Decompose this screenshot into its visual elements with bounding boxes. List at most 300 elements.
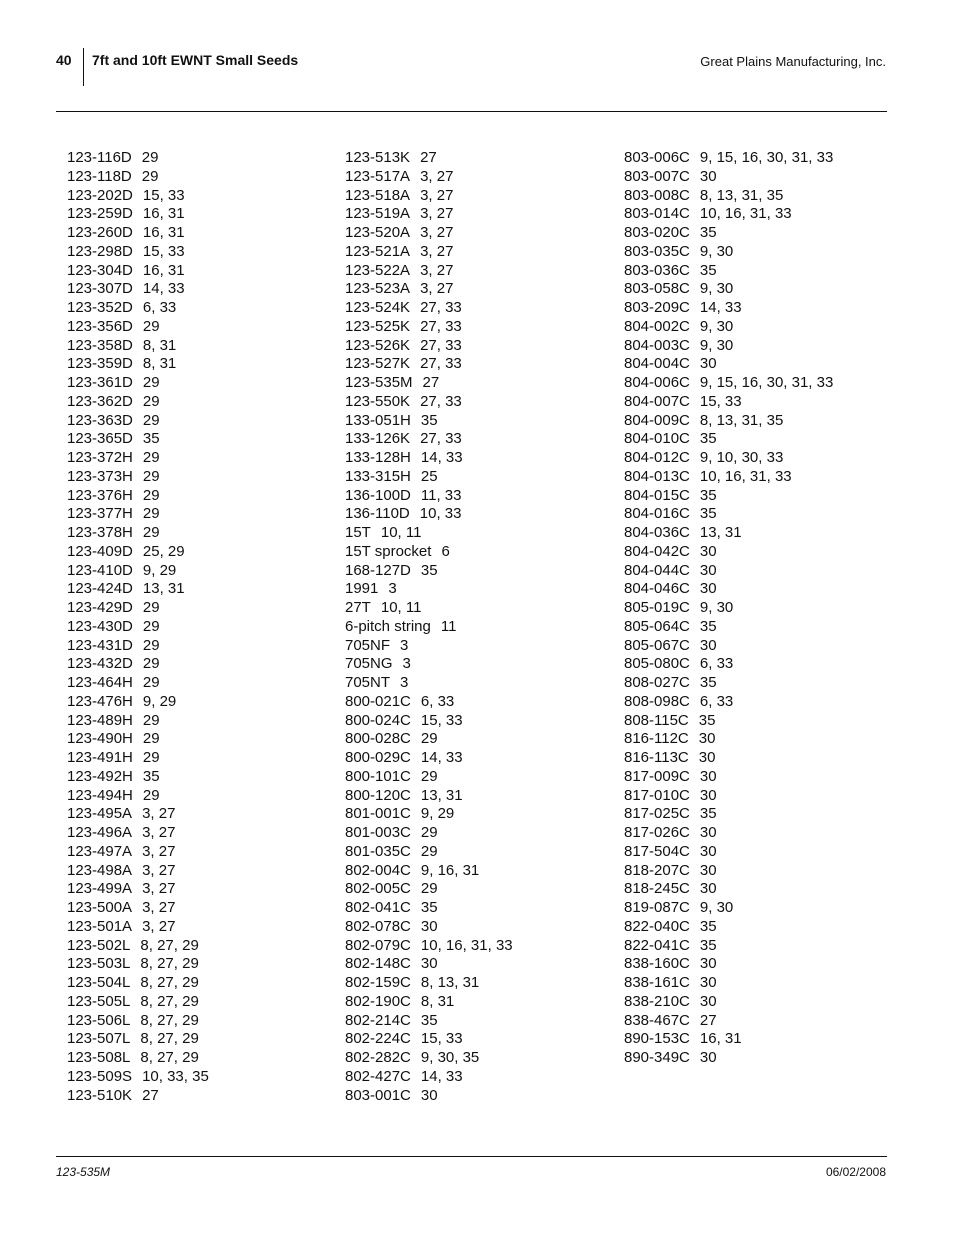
footer-date: 06/02/2008	[825, 1165, 886, 1179]
part-number: 123-503L	[67, 955, 131, 973]
page-references: 6, 33	[699, 655, 734, 673]
index-entry	[67, 149, 327, 168]
page-references: 35	[699, 936, 717, 954]
index-entry	[345, 449, 605, 468]
index-entry	[345, 280, 605, 299]
index-entry	[67, 693, 327, 712]
index-entry	[345, 862, 605, 881]
part-number: 123-494H	[67, 786, 133, 804]
index-entry	[67, 543, 327, 562]
part-number: 802-224C	[345, 1030, 411, 1048]
page-references: 35	[698, 711, 716, 729]
page-references: 30	[699, 561, 717, 579]
index-entry	[345, 637, 605, 656]
part-number: 123-502L	[67, 936, 131, 954]
index-entry	[67, 355, 327, 374]
index-entry	[67, 993, 327, 1012]
part-number: 123-373H	[67, 467, 133, 485]
header-rule	[56, 111, 887, 112]
page-references: 11, 33	[420, 486, 462, 504]
page-references: 3	[400, 636, 409, 654]
page-references: 30	[698, 749, 716, 766]
page-references: 29	[420, 730, 438, 748]
part-number: 805-019C	[624, 599, 690, 616]
index-entry	[624, 843, 884, 862]
part-number: 808-098C	[624, 692, 690, 710]
part-number: 136-100D	[345, 486, 411, 504]
page-references: 11	[440, 617, 457, 635]
page-references: 6	[441, 542, 450, 560]
page-references: 8, 27, 29	[140, 1049, 199, 1066]
part-number: 123-359D	[67, 355, 133, 373]
part-number: 804-042C	[624, 542, 690, 560]
index-entry	[624, 1012, 884, 1031]
index-entry	[67, 918, 327, 937]
page-references: 29	[142, 730, 160, 748]
part-number: 802-282C	[345, 1049, 411, 1066]
index-entry	[67, 1087, 327, 1106]
index-entry	[67, 730, 327, 749]
part-number: 822-041C	[624, 936, 690, 954]
part-number: 123-524K	[345, 299, 411, 316]
part-number: 123-522A	[345, 261, 411, 279]
part-number: 804-036C	[624, 524, 690, 541]
page-references: 29	[142, 749, 160, 766]
part-number: 802-079C	[345, 936, 411, 954]
part-number: 803-014C	[624, 205, 690, 223]
index-entry	[345, 393, 605, 412]
index-entry	[345, 168, 605, 187]
part-number: 804-015C	[624, 486, 690, 504]
index-entry	[345, 1087, 605, 1106]
page-references: 10, 16, 31, 33	[699, 205, 792, 223]
index-entry	[67, 655, 327, 674]
index-entry	[67, 1030, 327, 1049]
part-number: 803-058C	[624, 280, 690, 298]
page-references: 29	[142, 449, 160, 466]
page-references: 27, 33	[420, 430, 462, 448]
page-references: 30	[699, 786, 717, 804]
page-references: 8, 27, 29	[140, 1030, 199, 1048]
footer-rule	[56, 1156, 887, 1157]
part-number: 123-496A	[67, 824, 133, 841]
page-references: 9, 30, 35	[420, 1049, 480, 1066]
index-entry	[67, 205, 327, 224]
page-references: 35	[420, 1011, 438, 1029]
part-number: 133-051H	[345, 411, 411, 429]
page-references: 29	[142, 617, 160, 635]
part-number: 818-207C	[624, 861, 690, 879]
page-references: 8, 13, 31, 35	[699, 186, 784, 204]
page-references: 10, 33, 35	[142, 1067, 209, 1085]
index-entry	[345, 412, 605, 431]
part-number: 800-028C	[345, 730, 411, 748]
index-entry	[624, 730, 884, 749]
part-number: 123-409D	[67, 542, 133, 560]
index-entry	[624, 430, 884, 449]
part-number: 123-377H	[67, 505, 133, 523]
page-references: 3	[402, 655, 411, 673]
index-entry	[345, 693, 605, 712]
index-entry	[624, 955, 884, 974]
page-references: 15, 33	[142, 186, 185, 204]
page-references: 27, 33	[420, 317, 462, 335]
part-number: 802-190C	[345, 992, 411, 1010]
part-number: 123-365D	[67, 430, 133, 448]
page-references: 30	[699, 167, 717, 185]
index-entry	[624, 562, 884, 581]
part-number: 816-112C	[624, 730, 689, 748]
part-number: 123-490H	[67, 730, 133, 748]
page-references: 9, 30	[699, 280, 734, 298]
part-number: 803-006C	[624, 149, 690, 166]
page-references: 30	[699, 1049, 717, 1066]
page-references: 30	[699, 767, 717, 785]
page-references: 29	[142, 317, 160, 335]
index-entry	[67, 637, 327, 656]
part-number: 804-006C	[624, 374, 690, 391]
part-number: 123-508L	[67, 1049, 131, 1066]
part-number: 817-026C	[624, 824, 690, 841]
part-number: 808-115C	[624, 711, 689, 729]
page-references: 35	[142, 767, 160, 785]
part-number: 123-527K	[345, 355, 411, 373]
index-entry	[345, 505, 605, 524]
index-entry	[345, 224, 605, 243]
index-entry	[345, 1049, 605, 1068]
page-references: 30	[699, 992, 717, 1010]
index-entry	[624, 280, 884, 299]
part-number: 800-024C	[345, 711, 411, 729]
part-number: 123-535M	[345, 374, 413, 391]
index-entry	[67, 187, 327, 206]
company-name: Great Plains Manufacturing, Inc.	[700, 54, 886, 69]
part-number: 800-021C	[345, 692, 411, 710]
page-references: 15, 33	[420, 711, 463, 729]
page-references: 30	[699, 842, 717, 860]
part-number: 890-153C	[624, 1030, 690, 1048]
page-references: 16, 31	[142, 205, 185, 223]
page-references: 9, 10, 30, 33	[699, 449, 784, 466]
page-references: 27, 33	[420, 355, 462, 373]
part-number: 802-005C	[345, 880, 411, 898]
index-column-2	[345, 149, 605, 1105]
page-references: 8, 27, 29	[140, 992, 199, 1010]
page-references: 30	[420, 917, 438, 935]
page-references: 29	[142, 411, 160, 429]
page-references: 14, 33	[142, 280, 185, 298]
index-entry	[67, 430, 327, 449]
index-entry	[67, 974, 327, 993]
index-entry	[624, 674, 884, 693]
part-number: 705NT	[345, 674, 391, 691]
page-references: 10, 33	[419, 505, 462, 523]
index-entry	[345, 918, 605, 937]
part-number: 805-067C	[624, 636, 690, 654]
index-entry	[67, 1012, 327, 1031]
part-number: 123-260D	[67, 224, 133, 241]
index-entry	[624, 299, 884, 318]
index-entry	[624, 337, 884, 356]
index-entry	[345, 993, 605, 1012]
page-references: 8, 31	[142, 336, 177, 354]
index-entry	[345, 749, 605, 768]
part-number: 802-427C	[345, 1067, 411, 1085]
index-entry	[624, 899, 884, 918]
page-references: 25	[420, 467, 438, 485]
index-entry	[67, 580, 327, 599]
part-number: 803-001C	[345, 1086, 411, 1104]
index-entry	[67, 1049, 327, 1068]
part-number: 123-118D	[67, 167, 132, 185]
index-entry	[624, 412, 884, 431]
page-references: 3	[388, 580, 397, 598]
page-references: 27	[699, 1011, 717, 1029]
part-number: 6-pitch string	[345, 617, 431, 635]
page-references: 3, 27	[142, 824, 176, 841]
part-number: 123-430D	[67, 617, 133, 635]
page-references: 35	[420, 411, 438, 429]
index-entry	[67, 599, 327, 618]
part-number: 804-002C	[624, 317, 690, 335]
page-references: 35	[699, 505, 717, 523]
index-entry	[624, 243, 884, 262]
index-entry	[345, 355, 605, 374]
index-entry	[345, 1030, 605, 1049]
page-references: 9, 30	[699, 899, 734, 916]
index-entry	[624, 487, 884, 506]
page-references: 27, 33	[420, 299, 462, 316]
index-entry	[67, 524, 327, 543]
part-number: 123-492H	[67, 767, 133, 785]
page-references: 3	[400, 674, 409, 691]
part-number: 123-202D	[67, 186, 133, 204]
index-entry	[624, 993, 884, 1012]
index-entry	[624, 1030, 884, 1049]
page-references: 27	[420, 149, 437, 166]
part-number: 123-497A	[67, 842, 133, 860]
index-entry	[624, 318, 884, 337]
part-number: 817-009C	[624, 767, 690, 785]
index-entry	[624, 355, 884, 374]
page-references: 27	[422, 374, 440, 391]
index-entry	[624, 449, 884, 468]
index-entry	[67, 787, 327, 806]
index-entry	[624, 637, 884, 656]
index-entry	[345, 899, 605, 918]
page-references: 30	[699, 824, 717, 841]
index-entry	[67, 1068, 327, 1087]
page-references: 3, 27	[142, 917, 176, 935]
index-entry	[624, 1049, 884, 1068]
part-number: 804-009C	[624, 411, 690, 429]
part-number: 805-064C	[624, 617, 690, 635]
part-number: 123-431D	[67, 636, 133, 654]
index-entry	[624, 937, 884, 956]
part-number: 838-467C	[624, 1011, 690, 1029]
index-entry	[67, 937, 327, 956]
index-entry	[67, 899, 327, 918]
part-number: 705NF	[345, 636, 391, 654]
page-references: 29	[420, 842, 438, 860]
page-references: 13, 31	[420, 786, 463, 804]
page-references: 16, 31	[142, 261, 185, 279]
page-references: 29	[142, 674, 160, 691]
index-entry	[67, 468, 327, 487]
document-title: 7ft and 10ft EWNT Small Seeds	[92, 52, 299, 68]
part-number: 123-410D	[67, 561, 133, 579]
part-number: 123-362D	[67, 392, 133, 410]
index-entry	[624, 543, 884, 562]
page-references: 8, 27, 29	[140, 1011, 199, 1029]
part-number: 804-013C	[624, 467, 690, 485]
part-number: 123-517A	[345, 167, 411, 185]
index-entry	[624, 262, 884, 281]
page-references: 30	[699, 861, 717, 879]
page-references: 29	[142, 711, 160, 729]
part-number: 123-509S	[67, 1067, 133, 1085]
part-number: 817-025C	[624, 805, 690, 823]
page-references: 30	[420, 1086, 438, 1104]
part-number: 123-498A	[67, 861, 133, 879]
part-number: 123-504L	[67, 974, 131, 991]
part-number: 802-148C	[345, 955, 411, 973]
index-entry	[345, 712, 605, 731]
page-references: 13, 31	[699, 524, 742, 541]
part-number: 27T	[345, 599, 371, 616]
page-references: 10, 16, 31, 33	[420, 936, 513, 954]
part-number: 123-510K	[67, 1086, 133, 1104]
page-references: 27, 33	[420, 336, 462, 354]
index-entry	[345, 580, 605, 599]
index-entry	[624, 862, 884, 881]
part-number: 123-432D	[67, 655, 133, 673]
page-references: 9, 30	[699, 336, 734, 354]
part-number: 822-040C	[624, 917, 690, 935]
page-number: 40	[56, 52, 72, 68]
index-entry	[67, 449, 327, 468]
part-number: 123-363D	[67, 411, 133, 429]
part-number: 123-429D	[67, 599, 133, 616]
index-entry	[67, 280, 327, 299]
part-number: 800-029C	[345, 749, 411, 766]
page-references: 30	[420, 955, 438, 973]
page-references: 35	[699, 917, 717, 935]
part-number: 123-495A	[67, 805, 133, 823]
index-entry	[624, 580, 884, 599]
part-number: 123-520A	[345, 224, 411, 241]
index-entry	[67, 843, 327, 862]
index-entry	[67, 805, 327, 824]
index-entry	[67, 862, 327, 881]
page-references: 8, 27, 29	[140, 955, 199, 973]
page-references: 8, 31	[142, 355, 177, 373]
index-column-3	[624, 149, 884, 1068]
page-references: 9, 29	[142, 561, 177, 579]
part-number: 123-500A	[67, 899, 133, 916]
part-number: 800-101C	[345, 767, 411, 785]
index-entry	[67, 674, 327, 693]
page-references: 3, 27	[142, 880, 176, 898]
page-references: 3, 27	[142, 899, 176, 916]
part-number: 838-210C	[624, 992, 690, 1010]
page-references: 15, 33	[699, 392, 742, 410]
index-entry	[67, 243, 327, 262]
index-entry	[624, 224, 884, 243]
index-entry	[624, 205, 884, 224]
page-references: 35	[142, 430, 160, 448]
page-references: 3, 27	[420, 242, 454, 260]
part-number: 803-209C	[624, 299, 690, 316]
page-references: 14, 33	[420, 749, 463, 766]
part-number: 123-372H	[67, 449, 133, 466]
index-entry	[345, 543, 605, 562]
index-entry	[67, 562, 327, 581]
part-number: 123-526K	[345, 336, 411, 354]
index-entry	[67, 955, 327, 974]
page-references: 27	[142, 1086, 159, 1104]
page-references: 29	[420, 767, 438, 785]
part-number: 819-087C	[624, 899, 690, 916]
page-references: 8, 13, 31, 35	[699, 411, 784, 429]
part-number: 123-518A	[345, 186, 411, 204]
part-number: 804-007C	[624, 392, 690, 410]
part-number: 1991	[345, 580, 379, 598]
index-entry	[624, 374, 884, 393]
page-references: 35	[699, 261, 717, 279]
index-entry	[345, 824, 605, 843]
part-number: 123-550K	[345, 392, 411, 410]
page-references: 9, 29	[142, 692, 177, 710]
part-number: 136-110D	[345, 505, 410, 523]
index-entry	[67, 824, 327, 843]
index-entry	[345, 337, 605, 356]
index-entry	[624, 524, 884, 543]
part-number: 802-214C	[345, 1011, 411, 1029]
index-entry	[345, 880, 605, 899]
index-entry	[67, 337, 327, 356]
index-entry	[624, 149, 884, 168]
index-entry	[345, 318, 605, 337]
page-references: 30	[699, 355, 717, 373]
page-references: 29	[142, 636, 160, 654]
part-number: 804-012C	[624, 449, 690, 466]
part-number: 123-519A	[345, 205, 411, 223]
index-entry	[345, 843, 605, 862]
index-entry	[67, 262, 327, 281]
page-references: 29	[142, 786, 160, 804]
part-number: 168-127D	[345, 561, 411, 579]
part-number: 838-160C	[624, 955, 690, 973]
index-entry	[345, 374, 605, 393]
index-entry	[67, 487, 327, 506]
index-column-1	[67, 149, 327, 1105]
part-number: 705NG	[345, 655, 393, 673]
index-entry	[345, 149, 605, 168]
page-references: 15, 33	[420, 1030, 463, 1048]
index-entry	[67, 393, 327, 412]
part-number: 838-161C	[624, 974, 690, 991]
page-references: 8, 13, 31	[420, 974, 480, 991]
index-entry	[624, 824, 884, 843]
index-entry	[67, 505, 327, 524]
part-number: 123-489H	[67, 711, 133, 729]
page-references: 10, 11	[380, 599, 422, 616]
part-number: 123-491H	[67, 749, 133, 766]
index-entry	[345, 768, 605, 787]
part-number: 123-506L	[67, 1011, 131, 1029]
index-entry	[624, 393, 884, 412]
